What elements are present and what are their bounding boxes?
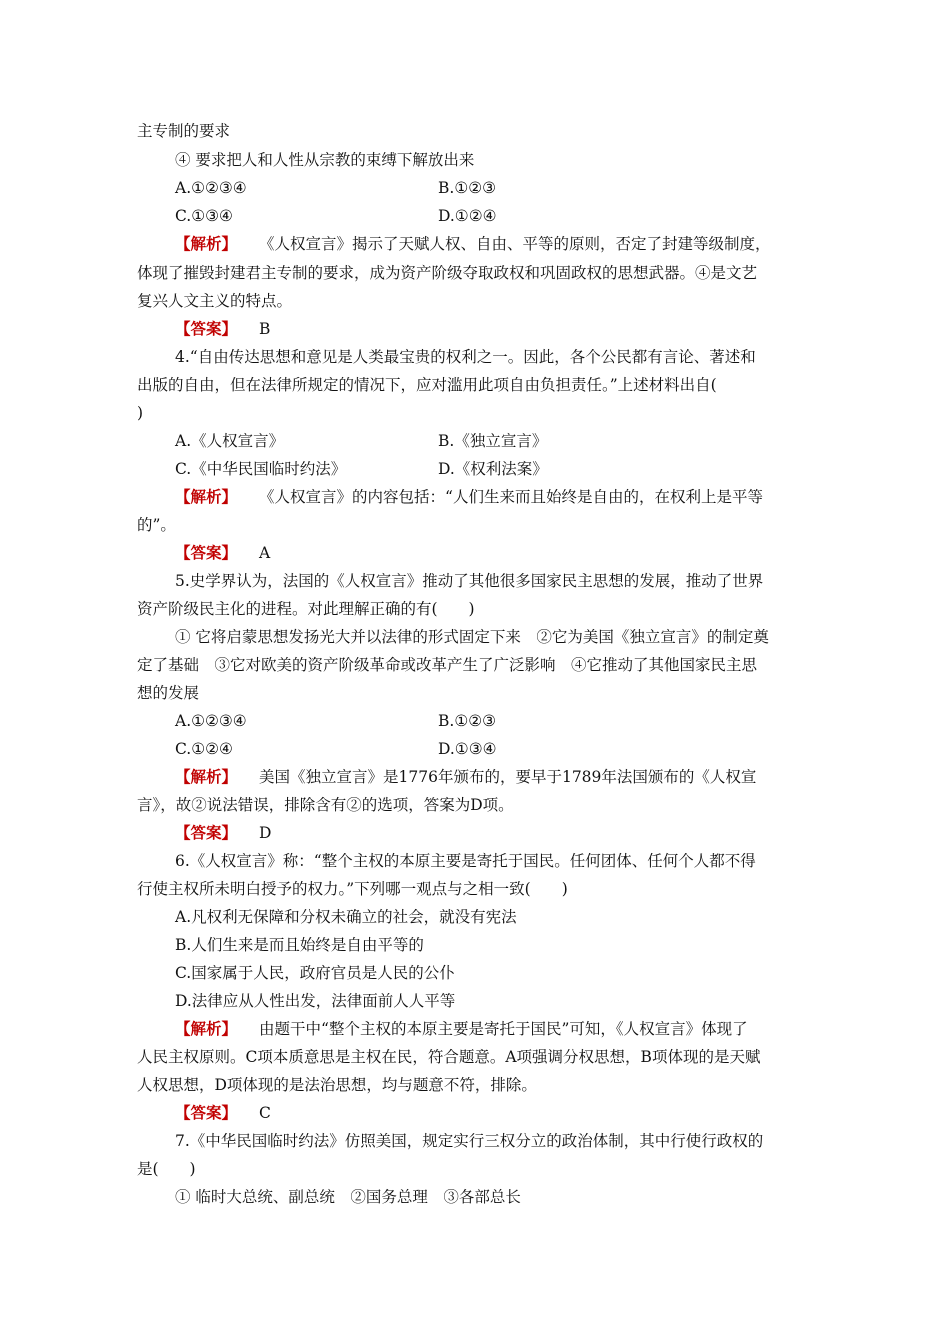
text-line: 主专制的要求: [137, 122, 231, 140]
text-line: ① 它将启蒙思想发扬光大并以法律的形式固定下来 ②它为美国《独立宣言》的制定奠: [175, 628, 769, 646]
option-b: B.①②③: [438, 179, 497, 197]
analysis-tag: 【解析】: [175, 234, 238, 253]
text-line: 出版的自由，但在法律所规定的情况下，应对滥用此项自由负担责任。”上述材料出自(: [137, 376, 717, 394]
text-line: ): [137, 404, 144, 422]
option-a: A.①②③④: [175, 179, 247, 197]
analysis-line: [175, 766, 855, 788]
answer-value: A: [259, 544, 271, 562]
answer-line: [175, 542, 855, 564]
analysis-tag: 【解析】: [175, 767, 238, 786]
text-line: 定了基础 ③它对欧美的资产阶级革命或改革产生了广泛影响 ④它推动了其他国家民主思: [137, 656, 758, 674]
option-a: A.凡权利无保障和分权未确立的社会，就没有宪法: [175, 908, 517, 926]
analysis-text: 由题干中“整个主权的本原主要是寄托于国民”可知，《人权宣言》体现了: [259, 1020, 748, 1038]
analysis-text: 《人权宣言》揭示了天赋人权、自由、平等的原则，否定了封建等级制度，: [259, 235, 771, 253]
text-line: 资产阶级民主化的进程。对此理解正确的有( ): [137, 600, 475, 618]
answer-tag: 【答案】: [175, 823, 238, 842]
answer-line: [175, 318, 855, 340]
analysis-text: 《人权宣言》的内容包括：“人们生来而且始终是自由的，在权利上是平等: [259, 488, 763, 506]
text-line: 复兴人文主义的特点。: [137, 292, 293, 310]
answer-value: C: [259, 1104, 271, 1122]
option-d: D.《权利法案》: [438, 460, 548, 478]
analysis-line: [175, 486, 855, 508]
question-line: 6.《人权宣言》称：“整个主权的本原主要是寄托于国民。任何团体、任何个人都不得: [175, 852, 756, 870]
text-line: 行使主权所未明白授予的权力。”下列哪一观点与之相一致( ): [137, 880, 568, 898]
question-line: 5.史学界认为，法国的《人权宣言》推动了其他很多国家民主思想的发展，推动了世界: [175, 572, 764, 590]
option-b: B.①②③: [438, 712, 497, 730]
analysis-tag: 【解析】: [175, 1019, 238, 1038]
option-d: D.①②④: [438, 207, 497, 225]
option-b: B.《独立宣言》: [438, 432, 548, 450]
option-c: C.国家属于人民，政府官员是人民的公仆: [175, 964, 455, 982]
option-c: C.①③④: [175, 207, 233, 225]
question-line: 7.《中华民国临时约法》仿照美国，规定实行三权分立的政治体制，其中行使行政权的: [175, 1132, 764, 1150]
option-c: C.《中华民国临时约法》: [175, 460, 347, 478]
text-line: ① 临时大总统、副总统 ②国务总理 ③各部总长: [175, 1188, 521, 1206]
answer-value: D: [259, 824, 272, 842]
question-line: 4.“自由传达思想和意见是人类最宝贵的权利之一。因此，各个公民都有言论、著述和: [175, 348, 756, 366]
analysis-tag: 【解析】: [175, 487, 238, 506]
answer-tag: 【答案】: [175, 319, 238, 338]
option-b: B.人们生来是而且始终是自由平等的: [175, 936, 424, 954]
text-line: 体现了摧毁封建君主专制的要求，成为资产阶级夺取政权和巩固政权的思想武器。④是文艺: [137, 264, 758, 282]
answer-tag: 【答案】: [175, 543, 238, 562]
text-line: 是( ): [137, 1160, 196, 1178]
option-d: D.法律应从人性出发，法律面前人人平等: [175, 992, 456, 1010]
analysis-text: 美国《独立宣言》是1776年颁布的，要早于1789年法国颁布的《人权宣: [259, 768, 757, 786]
option-a: A.①②③④: [175, 712, 247, 730]
text-line: 言》，故②说法错误，排除含有②的选项，答案为D项。: [137, 796, 514, 814]
text-line: 人民主权原则。C项本质意思是主权在民，符合题意。A项强调分权思想，B项体现的是天赋: [137, 1048, 761, 1066]
text-line: 人权思想，D项体现的是法治思想，均与题意不符，排除。: [137, 1076, 537, 1094]
option-c: C.①②④: [175, 740, 233, 758]
answer-line: [175, 822, 855, 844]
option-a: A.《人权宣言》: [175, 432, 285, 450]
text-line: 想的发展: [137, 684, 200, 702]
answer-value: B: [259, 320, 271, 338]
text-line: ④ 要求把人和人性从宗教的束缚下解放出来: [175, 151, 475, 169]
answer-tag: 【答案】: [175, 1103, 238, 1122]
text-line: 的”。: [137, 516, 176, 534]
answer-line: [175, 1102, 855, 1124]
option-d: D.①③④: [438, 740, 497, 758]
analysis-line: [175, 1018, 855, 1040]
analysis-line: [175, 233, 855, 255]
